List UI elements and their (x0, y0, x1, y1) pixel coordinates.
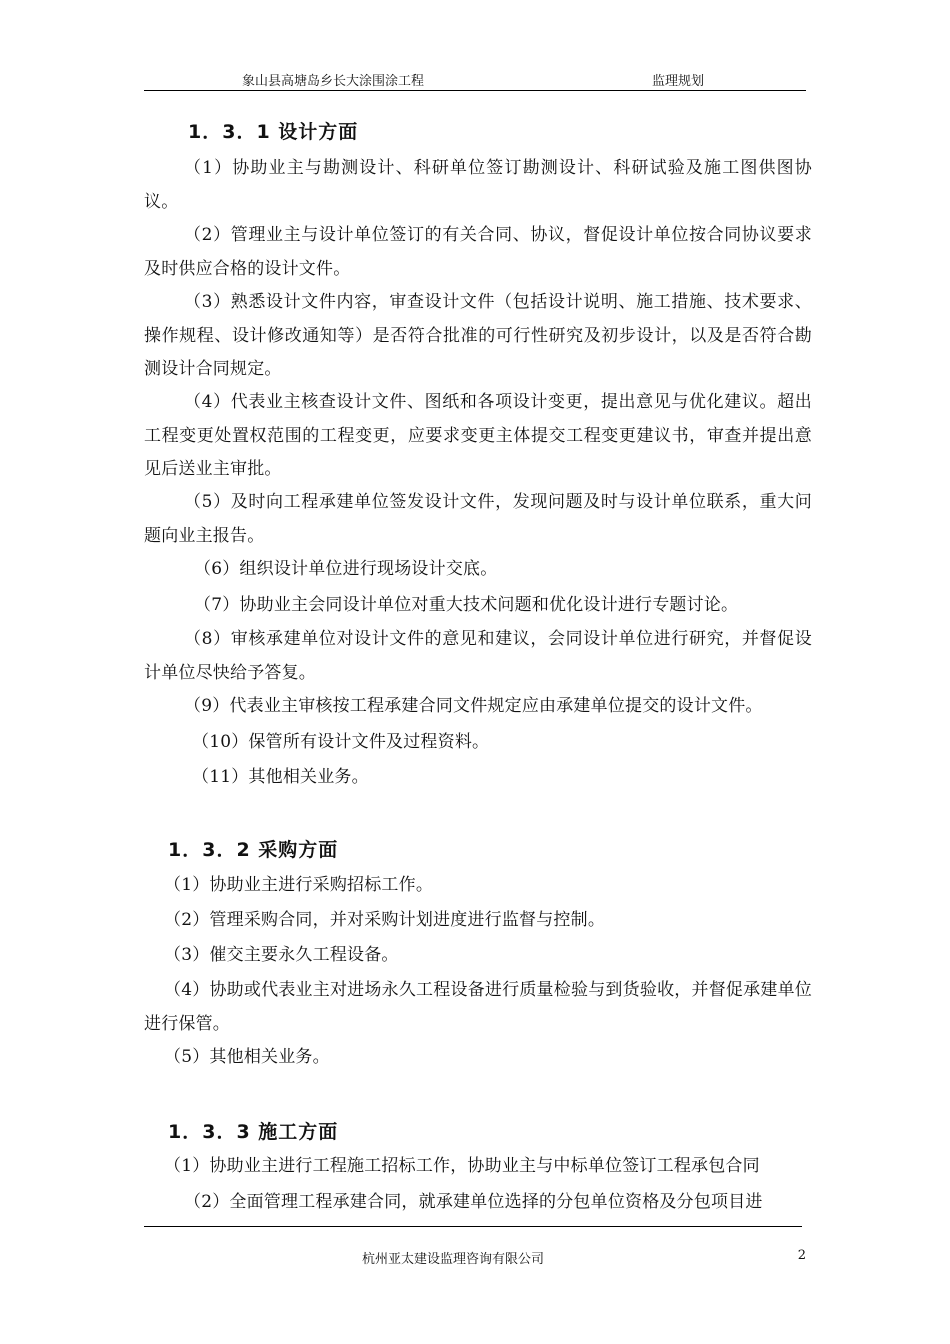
footer-divider (144, 1226, 802, 1227)
page-header (144, 68, 806, 91)
procurement-item-2: （2）管理采购合同，并对采购计划进度进行监督与控制。 (164, 910, 606, 930)
design-item-6: （6）组织设计单位进行现场设计交底。 (194, 559, 498, 579)
design-item-8: （8）审核承建单位对设计文件的意见和建议，会同设计单位进行研究，并督促设计单位尽快给予答复。 (144, 629, 812, 683)
footer-company: 杭州亚太建设监理咨询有限公司 (362, 1252, 545, 1267)
design-item-9: （9）代表业主审核按工程承建合同文件规定应由承建单位提交的设计文件。 (184, 696, 763, 716)
section-heading-construction: 1．3．3 施工方面 (168, 1121, 339, 1143)
design-item-5: （5）及时向工程承建单位签发设计文件，发现问题及时与设计单位联系，重大问题向业主报告。 (144, 492, 812, 546)
construction-item-2: （2）全面管理工程承建合同，就承建单位选择的分包单位资格及分包项目进 (184, 1192, 763, 1212)
section-heading-design: 1．3．1 设计方面 (188, 121, 359, 143)
procurement-item-4: （4）协助或代表业主对进场永久工程设备进行质量检验与到货验收，并督促承建单位进行保管。 (144, 980, 812, 1034)
design-item-3: （3）熟悉设计文件内容，审查设计文件（包括设计说明、施工措施、技术要求、操作规程、设计修改通知等）是否符合批准的可行性研究及初步设计，以及是否符合勘测设计合同规定。 (144, 292, 812, 379)
design-item-7: （7）协助业主会同设计单位对重大技术问题和优化设计进行专题讨论。 (194, 595, 739, 615)
page-number: 2 (797, 1248, 806, 1263)
header-project-title: 象山县高塘岛乡长大涂围涂工程 (242, 74, 425, 89)
section-heading-procurement: 1．3．2 采购方面 (168, 839, 339, 861)
design-item-2: （2）管理业主与设计单位签订的有关合同、协议，督促设计单位按合同协议要求及时供应合格的设计文件。 (144, 225, 812, 279)
design-item-10: （10）保管所有设计文件及过程资料。 (192, 732, 490, 752)
procurement-item-5: （5）其他相关业务。 (164, 1047, 330, 1067)
procurement-item-1: （1）协助业主进行采购招标工作。 (164, 875, 434, 895)
design-item-1: （1）协助业主与勘测设计、科研单位签订勘测设计、科研试验及施工图供图协议。 (144, 158, 812, 212)
construction-item-1: （1）协助业主进行工程施工招标工作，协助业主与中标单位签订工程承包合同 (164, 1156, 760, 1176)
procurement-item-3: （3）催交主要永久工程设备。 (164, 945, 399, 965)
header-doc-type: 监理规划 (652, 74, 705, 89)
design-item-11: （11）其他相关业务。 (192, 767, 369, 787)
design-item-4: （4）代表业主核查设计文件、图纸和各项设计变更，提出意见与优化建议。超出工程变更处置权范围的工程变更，应要求变更主体提交工程变更建议书，审查并提出意见后送业主审批。 (144, 392, 812, 479)
